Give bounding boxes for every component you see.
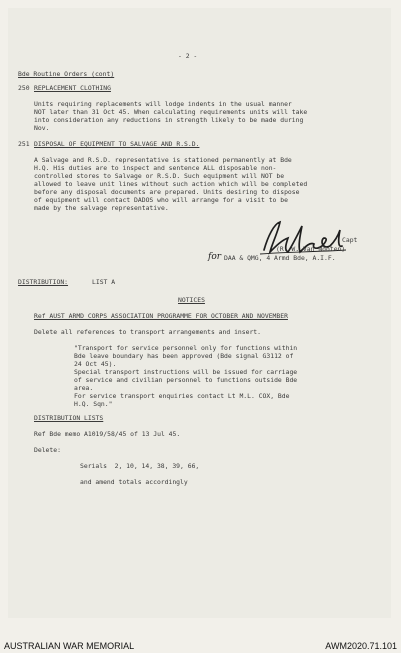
item-251-line: H.Q. His duties are to inspect and sentence ALL disposable non- [34, 164, 277, 172]
item-251-line: controlled stores to Salvage or R.S.D. Such equipment will NOT be [34, 172, 285, 180]
notice-quote-line: H.Q. Sqn." [74, 400, 113, 408]
distribution-label: DISTRIBUTION: [18, 278, 69, 286]
item-251-number: 251 [18, 140, 30, 148]
item-251-title: DISPOSAL OF EQUIPMENT TO SALVAGE AND R.S.D. [34, 140, 200, 148]
footer-bar [0, 639, 401, 653]
item-250-title: REPLACEMENT CLOTHING [34, 84, 111, 92]
notice-ref: Ref AUST ARMD CORPS ASSOCIATION PROGRAMME FOR OCTOBER AND NOVEMBER [34, 312, 288, 320]
item-251-line: allowed to leave unit lines without such action which will be completed [34, 180, 308, 188]
signature-for: for [208, 252, 222, 262]
notice-line: Delete all references to transport arrangements and insert. [34, 328, 262, 336]
item-251-line: A Salvage and R.S.D. representative is stationed permanently at Bde [34, 156, 292, 164]
notice-quote-line: Bde leave boundary has been approved (Bde signal G3112 of [74, 352, 294, 360]
notice-quote-line: For service transport enquiries contact Lt M.L. COX, Bde [74, 392, 290, 400]
page-number: - 2 - [178, 52, 198, 60]
notice-quote-line: Special transport instructions will be issued for carriage [74, 368, 298, 376]
item-250-number: 250 [18, 84, 30, 92]
notice-quote-line: "Transport for service personnel only for functions within [74, 344, 298, 352]
footer-institution: AUSTRALIAN WAR MEMORIAL [4, 641, 135, 651]
serials-line: Serials 2, 10, 14, 38, 39, 66, [80, 462, 200, 470]
distribution-lists-heading: DISTRIBUTION LISTS [34, 414, 104, 422]
distribution-value: LIST A [92, 278, 116, 286]
notices-heading: NOTICES [178, 296, 205, 304]
distribution-lists-ref: Ref Bde memo A1019/58/45 of 13 Jul 45. [34, 430, 181, 438]
delete-label: Delete: [34, 446, 61, 454]
header: Bde Routine Orders (cont) [18, 70, 115, 78]
signature-rank: Capt [342, 236, 358, 244]
notice-quote-line: of service and civilian personnel to functions outside Bde [74, 376, 298, 384]
footer-accession-number: AWM2020.71.101 [325, 641, 397, 651]
document-page [8, 8, 391, 618]
notice-quote-line: 24 Oct 45). [74, 360, 117, 368]
item-250-line: NOT later than 31 Oct 45. When calculating requirements units will take [34, 108, 308, 116]
signature-unit: DAA & QMG, 4 Armd Bde, A.I.F. [224, 254, 336, 262]
signature-name: (R. W. Van Nooten) [276, 245, 346, 253]
item-250-line: Units requiring replacements will lodge indents in the usual manner [34, 100, 292, 108]
amend-line: and amend totals accordingly [80, 478, 188, 486]
item-251-line: of equipment will contact DADOS who will arrange for a visit to be [34, 196, 288, 204]
item-250-line: into consideration any reductions in strength likely to be made during [34, 116, 304, 124]
item-250-line: Nov. [34, 124, 50, 132]
item-251-line: made by the salvage representative. [34, 204, 169, 212]
item-251-line: before any disposal documents are prepared. Units desiring to dispose [34, 188, 300, 196]
notice-quote-line: area. [74, 384, 94, 392]
